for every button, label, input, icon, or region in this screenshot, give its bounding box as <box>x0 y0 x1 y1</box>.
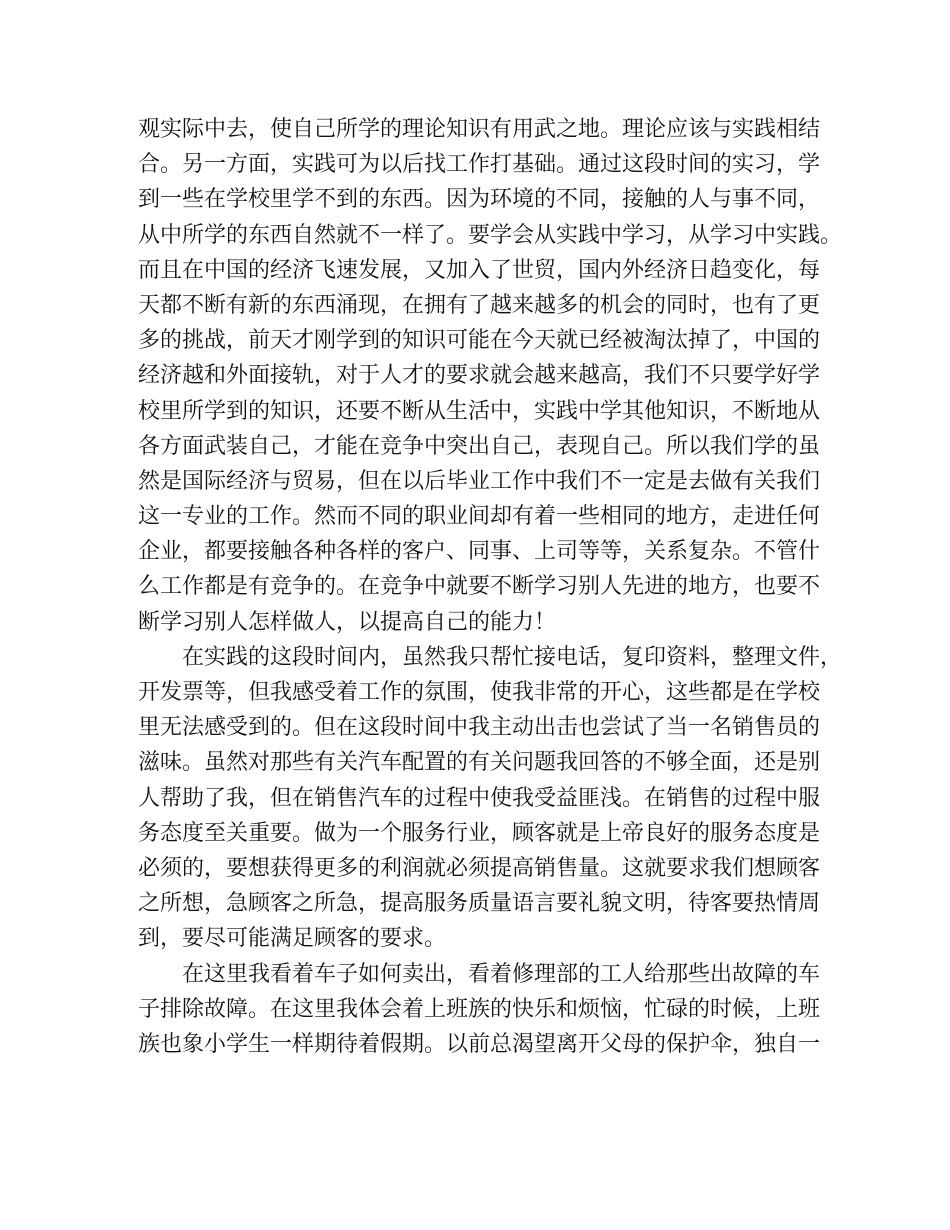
text-line: 从中所学的东西自然就不一样了。要学会从实践中学习，从学习中实践。 <box>138 222 843 248</box>
text-line: 子排除故障。在这里我体会着上班族的快乐和烦恼，忙碌的时候，上班 <box>138 996 821 1022</box>
text-line: 多的挑战，前天才刚学到的知识可能在今天就已经被淘汰掉了，中国的 <box>138 328 821 354</box>
text-line: 到，要尽可能满足顾客的要求。 <box>138 926 447 952</box>
text-line: 在实践的这段时间内，虽然我只帮忙接电话，复印资料，整理文件， <box>182 644 843 670</box>
text-line: 断学习别人怎样做人，以提高自己的能力！ <box>138 609 557 635</box>
text-line: 而且在中国的经济飞速发展，又加入了世贸，国内外经济日趋变化，每 <box>138 257 821 283</box>
text-line: 观实际中去，使自己所学的理论知识有用武之地。理论应该与实践相结 <box>138 117 821 142</box>
text-line: 里无法感受到的。但在这段时间中我主动出击也尝试了当一名销售员的 <box>138 715 821 741</box>
text-line: 然是国际经济与贸易，但在以后毕业工作中我们不一定是去做有关我们 <box>138 468 821 494</box>
text-line: 开发票等，但我感受着工作的氛围，使我非常的开心，这些都是在学校 <box>138 680 821 705</box>
text-line: 之所想，急顾客之所急，提高服务质量语言要礼貌文明，待客要热情周 <box>138 891 821 917</box>
text-line: 经济越和外面接轨，对于人才的要求就会越来越高，我们不只要学好学 <box>138 363 821 389</box>
text-line: 校里所学到的知识，还要不断从生活中，实践中学其他知识，不断地从 <box>138 398 821 424</box>
text-line: 人帮助了我，但在销售汽车的过程中使我受益匪浅。在销售的过程中服 <box>138 785 821 811</box>
paragraph <box>138 112 843 640</box>
text-line: 么工作都是有竞争的。在竞争中就要不断学习别人先进的地方，也要不 <box>138 574 821 600</box>
text-line: 务态度至关重要。做为一个服务行业，顾客就是上帝良好的服务态度是 <box>138 820 821 846</box>
paragraph <box>138 957 821 1063</box>
text-line: 这一专业的工作。然而不同的职业间却有着一些相同的地方，走进任何 <box>138 504 821 530</box>
text-line: 各方面武装自己，才能在竞争中突出自己，表现自己。所以我们学的虽 <box>138 433 821 459</box>
text-line: 企业，都要接触各种各样的客户、同事、上司等等，关系复杂。不管什 <box>138 539 821 565</box>
text-line: 在这里我看着车子如何卖出，看着修理部的工人给那些出故障的车 <box>182 961 821 987</box>
text-line: 族也象小学生一样期待着假期。以前总渴望离开父母的保护伞，独自一 <box>138 1031 821 1057</box>
text-line: 必须的，要想获得更多的利润就必须提高销售量。这就要求我们想顾客 <box>138 855 821 881</box>
document-body <box>138 112 843 1062</box>
text-line: 合。另一方面，实践可为以后找工作打基础。通过这段时间的实习，学 <box>138 152 821 178</box>
text-line: 天都不断有新的东西涌现，在拥有了越来越多的机会的同时，也有了更 <box>138 292 821 318</box>
text-line: 到一些在学校里学不到的东西。因为环境的不同，接触的人与事不同， <box>138 187 821 213</box>
text-line: 滋味。虽然对那些有关汽车配置的有关问题我回答的不够全面，还是别 <box>138 750 821 776</box>
paragraph <box>138 640 843 957</box>
